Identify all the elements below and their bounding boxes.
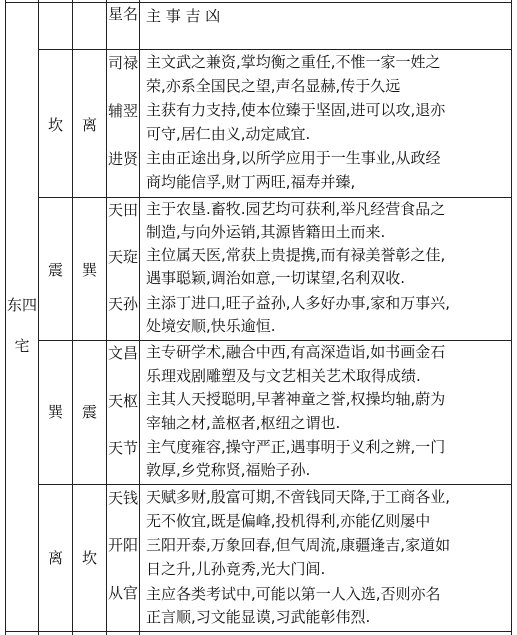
- fortune-line: 主专研学术,融合中西,有高深造诣,如书画金石: [146, 343, 446, 361]
- trigram-b: 巽: [81, 261, 97, 279]
- table-border-top: [5, 2, 512, 3]
- fortune-line: 主其人天授聪明,早著神童之誉,权操均轴,蔚为: [146, 390, 446, 408]
- trigram-a: 巽: [47, 403, 63, 421]
- star-name: 天枢: [107, 392, 138, 410]
- fortune-line: 处境安顺,快乐逾恒.: [146, 317, 276, 335]
- fortune-line: 主添丁进口,旺子益孙,人多好办事,家和万事兴,: [146, 294, 451, 312]
- trigram-a: 离: [47, 549, 63, 567]
- fortune-line: 无不攸宜,既是偏峰,投机得利,亦能亿则屡中: [146, 512, 431, 530]
- table-border-bottom: [5, 631, 512, 632]
- fortune-line: 荣,亦系全国民之望,声名显赫,传于久远: [146, 77, 401, 95]
- fortune-line: 主由正途出身,以所学应用于一生事业,从政经: [146, 149, 441, 167]
- column-divider-1: [38, 0, 39, 635]
- fortune-line: 主获有力支持,使本位臻于坚固,进可以攻,退亦: [146, 101, 446, 119]
- fortune-line: 敦厚,乡党称贤,福贻子孙.: [146, 461, 311, 479]
- group-divider-1: [38, 197, 512, 198]
- trigram-b: 震: [81, 403, 97, 421]
- group-divider-2: [38, 340, 512, 341]
- star-name: 天田: [107, 201, 138, 219]
- star-name: 天琁: [107, 248, 138, 266]
- header-divider: [38, 49, 512, 50]
- column-divider-4: [139, 0, 140, 635]
- column-divider-2: [72, 0, 73, 635]
- fortune-line: 日之升,儿孙竟秀,光大门闾.: [146, 560, 326, 578]
- fortune-line: 主气度雍容,操守严正,遇事明于义利之辨,一门: [146, 438, 446, 456]
- star-name: 辅翌: [107, 102, 138, 120]
- fortune-line: 主文武之兼资,掌均衡之重任,不惟一家一姓之: [146, 53, 441, 71]
- fortune-line: 可守,居仁由义,动定咸宜.: [146, 125, 311, 143]
- fortune-line: 商均能信孚,财丁两旺,福寿并臻,: [146, 173, 356, 191]
- trigram-a: 坎: [47, 116, 63, 134]
- star-name: 进贤: [107, 150, 138, 168]
- fortune-line: 乐理戏剧雕塑及与文艺相关艺术取得成绩.: [146, 367, 421, 385]
- header-main: 主 事 吉 凶: [146, 7, 221, 25]
- star-name: 开阳: [107, 536, 138, 554]
- star-name: 天孙: [107, 295, 138, 313]
- table-border-right: [511, 0, 512, 635]
- star-name: 文昌: [107, 344, 138, 362]
- fortune-line: 正言顺,习文能显谟,习武能彰伟烈.: [146, 608, 371, 626]
- fortune-line: 遇事聪颖,调治如意,一切谋望,名利双收.: [146, 269, 406, 287]
- header-star-name: 星名: [107, 5, 138, 23]
- trigram-a: 震: [47, 261, 63, 279]
- fortune-line: 制造,与向外运销,其源皆籍田土而来.: [146, 223, 386, 241]
- star-name: 天钱: [107, 489, 138, 507]
- fortune-line: 主位属天医,常获上贵提携,而有禄美誉彰之佳,: [146, 246, 446, 264]
- fortune-line: 主应各类考试中,可能以第一人入选,否则亦名: [146, 585, 441, 603]
- star-name: 天节: [107, 439, 138, 457]
- star-name: 从官: [107, 584, 138, 602]
- fortune-line: 三阳开泰,万象回春,但气周流,康疆逢吉,家道如: [146, 536, 451, 554]
- star-name: 司禄: [107, 54, 138, 72]
- trigram-b: 离: [81, 116, 97, 134]
- fortune-line: 主于农垦.畜牧.园艺均可获利,举凡经营食品之: [146, 200, 446, 218]
- house-group-label: 东四宅: [6, 296, 37, 355]
- trigram-b: 坎: [81, 549, 97, 567]
- fortune-line: 天赋多财,殷富可期,不啻钱同天降,于工商各业,: [146, 488, 451, 506]
- group-divider-3: [38, 484, 512, 485]
- fortune-line: 宰轴之材,盖枢者,枢纽之谓也.: [146, 414, 341, 432]
